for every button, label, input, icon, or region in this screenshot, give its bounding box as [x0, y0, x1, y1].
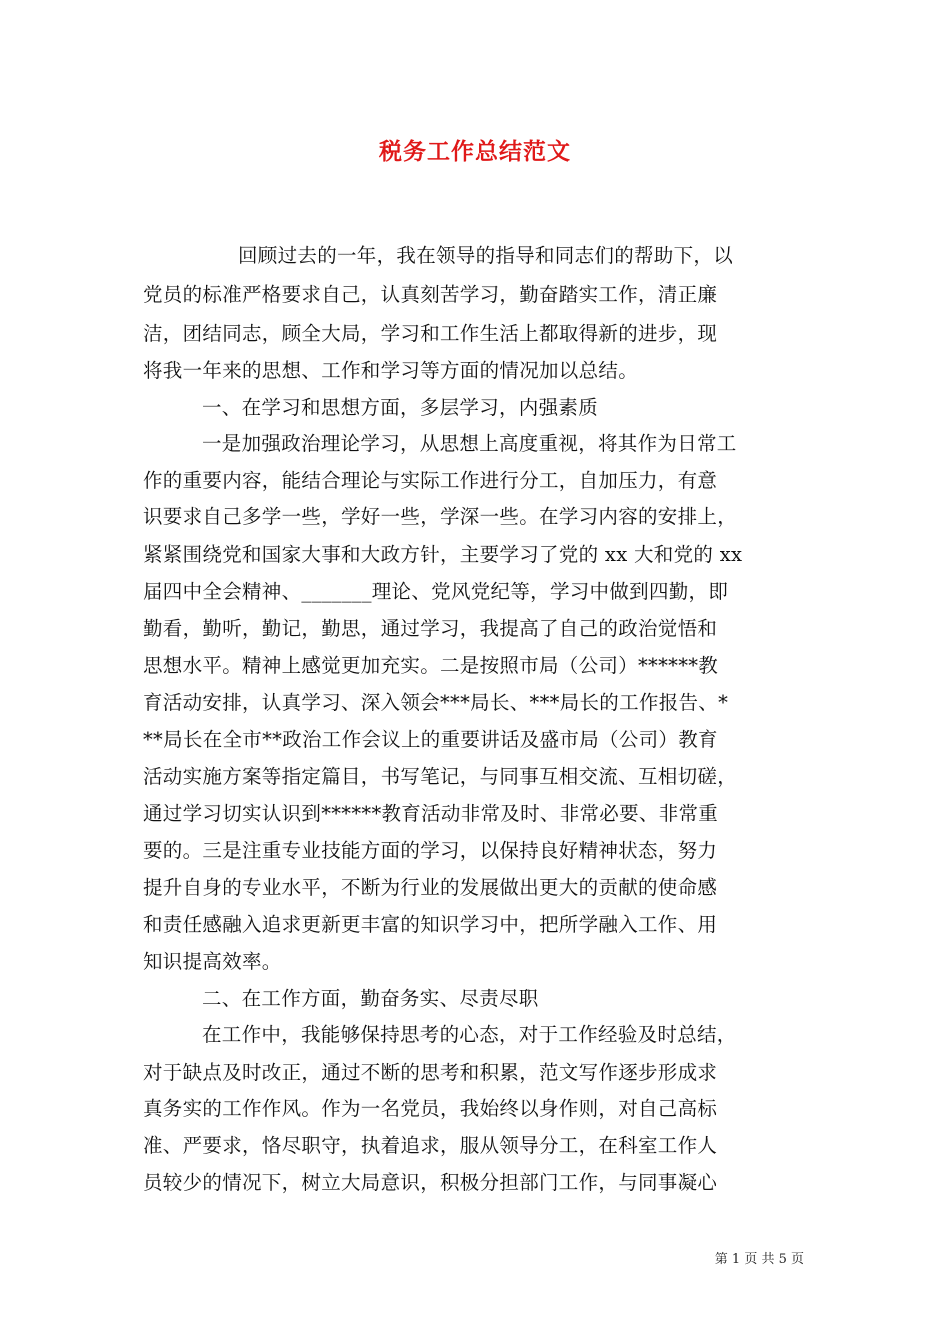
- text-line: 对于缺点及时改正，通过不断的思考和积累，范文写作逐步形成求: [143, 1061, 718, 1084]
- text-line: 要的。三是注重专业技能方面的学习，以保持良好精神状态，努力: [143, 839, 718, 862]
- text-line: 思想水平。精神上感觉更加充实。二是按照市局（公司）******教: [143, 654, 719, 677]
- text-line: 将我一年来的思想、工作和学习等方面的情况加以总结。: [143, 359, 639, 382]
- text-line: 活动实施方案等指定篇目，书写笔记，与同事互相交流、互相切磋，: [143, 765, 738, 788]
- text-line: 在工作中，我能够保持思考的心态，对于工作经验及时总结，: [202, 1023, 737, 1046]
- text-line: 作的重要内容，能结合理论与实际工作进行分工，自加压力，有意: [143, 469, 718, 492]
- page-number: 第 1 页 共 5 页: [714, 1252, 804, 1267]
- text-line: 和责任感融入追求更新更丰富的知识学习中，把所学融入工作、用: [143, 913, 718, 936]
- section-heading: 一、在学习和思想方面，多层学习，内强素质: [202, 396, 599, 419]
- text-line: 党员的标准严格要求自己，认真刻苦学习，勤奋踏实工作，清正廉: [143, 283, 718, 306]
- text-line: 员较少的情况下，树立大局意识，积极分担部门工作，与同事凝心: [143, 1171, 718, 1194]
- text-line: 识要求自己多学一些，学好一些，学深一些。在学习内容的安排上，: [143, 505, 738, 528]
- text-line: 洁，团结同志，顾全大局，学习和工作生活上都取得新的进步，现: [143, 322, 718, 345]
- text-line: 届四中全会精神、_______理论、党风党纪等，学习中做到四勤，即: [143, 580, 729, 603]
- document-title: 税务工作总结范文: [379, 138, 571, 165]
- text-line: 提升自身的专业水平，不断为行业的发展做出更大的贡献的使命感: [143, 876, 718, 899]
- text-line: 回顾过去的一年，我在领导的指导和同志们的帮助下，以: [238, 244, 734, 267]
- text-line: 育活动安排，认真学习、深入领会***局长、***局长的工作报告、*: [143, 691, 729, 714]
- text-line: 勤看，勤听，勤记，勤思，通过学习，我提高了自己的政治觉悟和: [143, 617, 718, 640]
- text-line: **局长在全市**政治工作会议上的重要讲话及盛市局（公司）教育: [143, 728, 718, 751]
- text-line: 紧紧围绕党和国家大事和大政方针，主要学习了党的 xx 大和党的 xx: [143, 543, 743, 566]
- text-line: 通过学习切实认识到******教育活动非常及时、非常必要、非常重: [143, 802, 719, 825]
- text-line: 准、严要求，恪尽职守，执着追求，服从领导分工，在科室工作人: [143, 1134, 718, 1157]
- text-line: 真务实的工作作风。作为一名党员，我始终以身作则，对自己高标: [143, 1097, 718, 1120]
- section-heading: 二、在工作方面，勤奋务实、尽责尽职: [202, 987, 539, 1010]
- text-line: 一是加强政治理论学习，从思想上高度重视，将其作为日常工: [202, 432, 737, 455]
- text-line: 知识提高效率。: [143, 950, 282, 973]
